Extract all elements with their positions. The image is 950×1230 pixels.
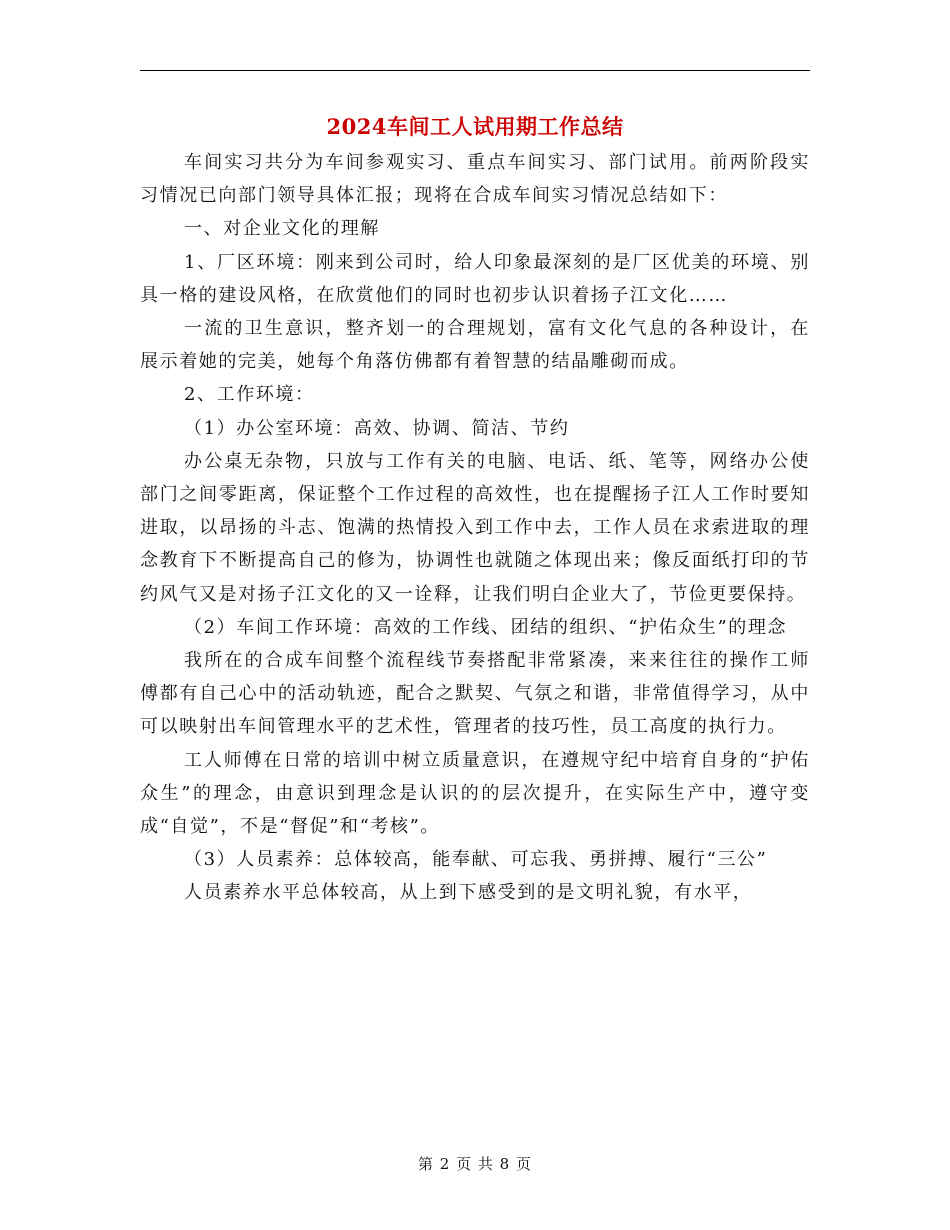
subheading-work-environment: 2、工作环境： — [184, 384, 315, 406]
paragraph-office-details: 办公桌无杂物，只放与工作有关的电脑、电话、纸、笔等，网络办公使部门之间零距离，保证整个工作过程的高效性，也在提醒扬子江人工作时要知进取，以昂扬的斗志、饱满的热情投入到工作中去，工作人员在求索进取的理念教育下不断提高自己的修为，协调性也就随之体现出来；像反面纸打印的节约风气又是对扬子江文化的又一诠释，让我们明白企业大了，节俭更要保持。 — [140, 450, 810, 605]
subheading-staff-quality: （3）人员素养：总体较高，能奉献、可忘我、勇拼搏、履行“三公” — [184, 849, 768, 871]
document-title: 2024车间工人试用期工作总结 — [326, 114, 624, 139]
paragraph-quality-awareness: 工人师傅在日常的培训中树立质量意识，在遵规守纪中培育自身的“护佑众生”的理念，由意识到理念是认识的的层次提升，在实际生产中，遵守变成“自觉”，不是“督促”和“考核”。 — [140, 749, 810, 838]
paragraph-hygiene: 一流的卫生意识，整齐划一的合理规划，富有文化气息的各种设计，在展示着她的完美，她每个角落仿佛都有着智慧的结晶雕砌而成。 — [140, 318, 810, 373]
paragraph-intro: 车间实习共分为车间参观实习、重点车间实习、部门试用。前两阶段实习情况已向部门领导具体汇报；现将在合成车间实习情况总结如下： — [140, 152, 810, 207]
section-heading-culture: 一、对企业文化的理解 — [184, 218, 380, 240]
subheading-workshop-environment: （2）车间工作环境：高效的工作线、团结的组织、“护佑众生”的理念 — [184, 616, 788, 638]
paragraph-staff-quality: 人员素养水平总体较高，从上到下感受到的是文明礼貌，有水平， — [184, 882, 753, 904]
subheading-office-environment: （1）办公室环境：高效、协调、简洁、节约 — [184, 417, 570, 439]
page-number: 第 2 页 共 8 页 — [418, 1155, 532, 1173]
paragraph-plant-environment: 1、厂区环境：刚来到公司时，给人印象最深刻的是厂区优美的环境、别具一格的建设风格，在欣赏他们的同时也初步认识着扬子江文化…… — [140, 251, 810, 306]
header-rule — [140, 70, 810, 71]
document-body — [140, 146, 810, 910]
paragraph-workshop-flow: 我所在的合成车间整个流程线节奏搭配非常紧凑，来来往往的操作工师傅都有自己心中的活动轨迹，配合之默契、气氛之和谐，非常值得学习，从中可以映射出车间管理水平的艺术性，管理者的技巧性，员工高度的执行力。 — [140, 650, 810, 738]
